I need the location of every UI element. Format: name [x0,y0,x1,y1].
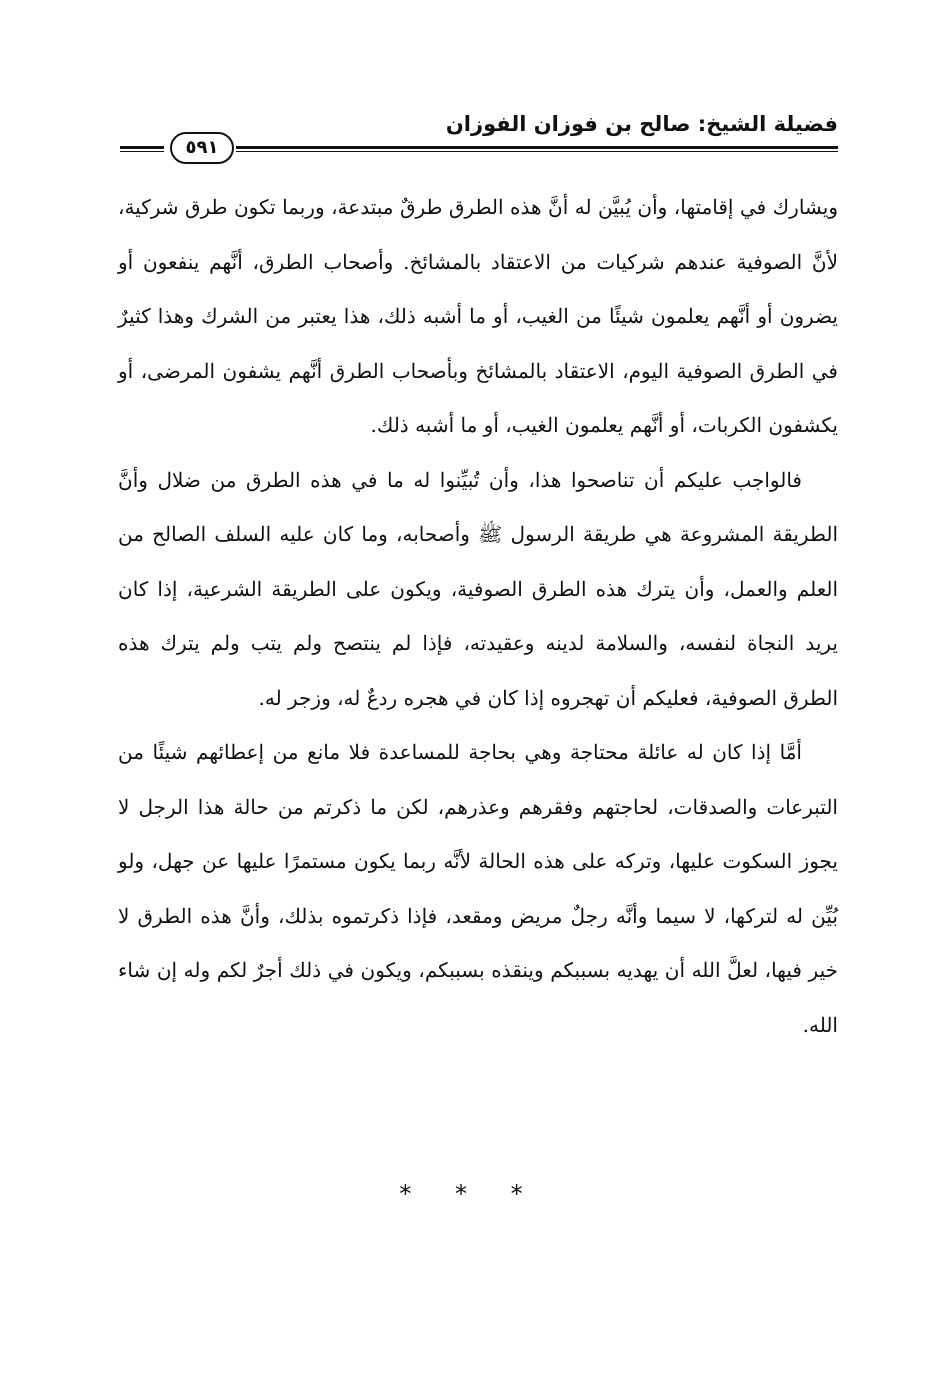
page-number: ٥٩١ [170,132,234,164]
header-rule-short [120,146,164,152]
page-body [118,180,838,1052]
header-rule [236,146,838,152]
section-separator: * * * [399,1180,541,1208]
paragraph-3: أمَّا إذا كان له عائلة محتاجة وهي بحاجة للمساعدة فلا مانع من إعطائهم شيئًا من التبرعات والصدقات، لحاجتهم وفقرهم وعذرهم، لكن ما ذكرتم من حالة هذا الرجل لا يجوز السكوت عليها، وتركه على هذه الحالة لأنَّه ربما يكون مستمرًا عليها عن جهل، ولو بُيِّن له لتركها، لا سيما وأنَّه رجلٌ مريض ومقعد، فإذا ذكرتموه بذلك، وأنَّ هذه الطرق لا خير فيها، لعلَّ الله أن يهديه بسببكم وينقذه بسببكم، ويكون في ذلك أجرٌ لكم وله إن شاء الله. [118,740,838,1037]
header-title: فضيلة الشيخ: صالح بن فوزان الفوزان [445,112,838,136]
page-header [118,108,838,160]
paragraph-1: ويشارك في إقامتها، وأن يُبيَّن له أنَّ هذه الطرق طرقٌ مبتدعة، وربما تكون طرق شركية، لأنَّ الصوفية عندهم شركيات من الاعتقاد بالمشائخ. وأصحاب الطرق، أنَّهم ينفعون أو يضرون أو أنَّهم يعلمون شيئًا من الغيب، أو ما أشبه ذلك، هذا يعتبر من الشرك وهذا كثيرٌ في الطرق الصوفية اليوم، الاعتقاد بالمشائخ وبأصحاب الطرق أنَّهم يشفون المرضى، أو يكشفون الكربات، أو أنَّهم يعلمون الغيب، أو ما أشبه ذلك. [118,195,838,437]
paragraph-2: فالواجب عليكم أن تناصحوا هذا، وأن تُبيِّنوا له ما في هذه الطرق من ضلال وأنَّ الطريقة المشروعة هي طريقة الرسول ﷺ وأصحابه، وما كان عليه السلف الصالح من العلم والعمل، وأن يترك هذه الطرق الصوفية، ويكون على الطريقة الشرعية، إذا كان يريد النجاة لنفسه، والسلامة لدينه وعقيدته، فإذا لم ينتصح ولم يتب ولم يترك هذه الطرق الصوفية، فعليكم أن تهجروه إذا كان في هجره ردعٌ له، وزجر له. [118,467,838,710]
